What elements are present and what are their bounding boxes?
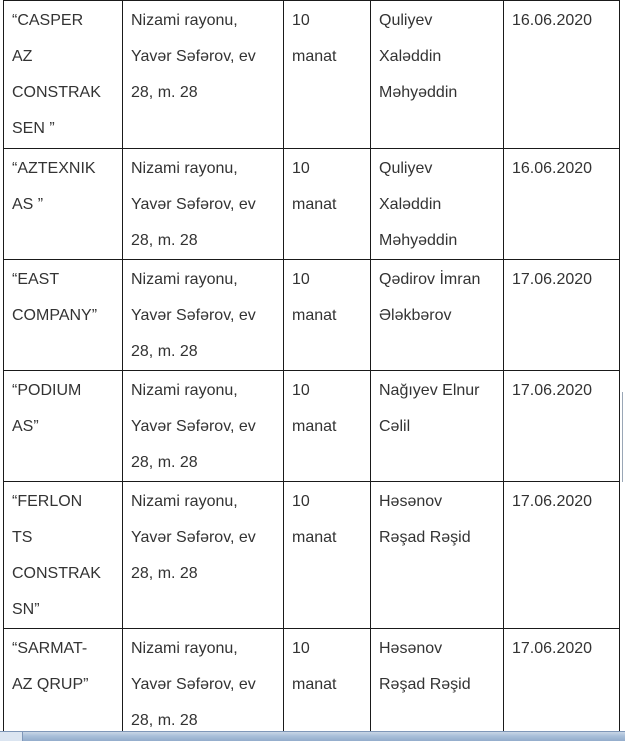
company-name-cell xyxy=(4,482,123,629)
fee-cell-line: manat xyxy=(292,307,337,324)
fee-cell-line: manat xyxy=(292,529,337,546)
company-name-cell-line: TS xyxy=(12,529,33,546)
person-name-cell xyxy=(371,149,504,260)
table-row xyxy=(4,629,620,741)
date-cell xyxy=(504,371,620,482)
address-cell-line: 28, m. 28 xyxy=(131,454,198,471)
fee-cell-line: 10 xyxy=(292,12,310,29)
address-cell-line: Yavər Səfərov, ev xyxy=(131,676,256,693)
person-name-cell-line: Həsənov xyxy=(379,640,443,657)
date-cell-text: 16.06.2020 xyxy=(512,12,593,29)
address-cell-line: Yavər Səfərov, ev xyxy=(131,48,256,65)
address-cell-line: 28, m. 28 xyxy=(131,712,198,729)
fee-cell xyxy=(284,149,371,260)
company-name-cell-line: SEN ” xyxy=(12,120,55,137)
fee-cell-line: 10 xyxy=(292,640,310,657)
registry-table xyxy=(3,0,620,741)
address-cell-line: Nizami rayonu, xyxy=(131,493,238,510)
person-name-cell xyxy=(371,371,504,482)
address-cell-line: Nizami rayonu, xyxy=(131,160,238,177)
page-right-edge xyxy=(621,0,625,731)
registry-table-body xyxy=(4,1,620,741)
date-cell xyxy=(504,1,620,149)
address-cell-line: Yavər Səfərov, ev xyxy=(131,196,256,213)
date-cell xyxy=(504,629,620,741)
company-name-cell-line: CONSTRAK xyxy=(12,565,101,582)
address-cell-line: 28, m. 28 xyxy=(131,84,198,101)
person-name-cell-line: Rəşad Rəşid xyxy=(379,529,471,546)
person-name-cell xyxy=(371,260,504,371)
address-cell-line: Nizami rayonu, xyxy=(131,271,238,288)
company-name-cell-line: AS” xyxy=(12,418,39,435)
person-name-cell xyxy=(371,629,504,741)
address-cell xyxy=(123,1,284,149)
person-name-cell-line: Rəşad Rəşid xyxy=(379,676,471,693)
person-name-cell-line: Xaləddin xyxy=(379,196,442,213)
fee-cell-line: manat xyxy=(292,196,337,213)
fee-cell-line: 10 xyxy=(292,160,310,177)
company-name-cell xyxy=(4,149,123,260)
address-cell-line: 28, m. 28 xyxy=(131,565,198,582)
fee-cell xyxy=(284,371,371,482)
person-name-cell-line: Nağıyev Elnur xyxy=(379,382,480,399)
address-cell xyxy=(123,482,284,629)
fee-cell xyxy=(284,260,371,371)
company-name-cell-line: SN” xyxy=(12,601,40,618)
date-cell-text: 16.06.2020 xyxy=(512,160,593,177)
address-cell xyxy=(123,371,284,482)
company-name-cell-line: CONSTRAK xyxy=(12,84,101,101)
person-name-cell-line: Həsənov xyxy=(379,493,443,510)
address-cell-line: 28, m. 28 xyxy=(131,232,198,249)
company-name-cell-line: “FERLON xyxy=(12,493,83,510)
address-cell-line: Yavər Səfərov, ev xyxy=(131,529,256,546)
address-cell xyxy=(123,260,284,371)
company-name-cell-line: “CASPER xyxy=(12,12,84,29)
person-name-cell-line: Cəlil xyxy=(379,418,411,435)
window-bottom-bar xyxy=(0,731,625,741)
address-cell xyxy=(123,149,284,260)
fee-cell xyxy=(284,1,371,149)
company-name-cell-line: “AZTEXNIK xyxy=(12,160,96,177)
person-name-cell xyxy=(371,482,504,629)
table-row xyxy=(4,482,620,629)
person-name-cell-line: Məhyəddin xyxy=(379,232,458,249)
address-cell xyxy=(123,629,284,741)
company-name-cell-line: AS ” xyxy=(12,196,44,213)
person-name-cell-line: Quliyev xyxy=(379,12,433,29)
fee-cell-line: 10 xyxy=(292,271,310,288)
person-name-cell-line: Ələkbərov xyxy=(379,307,452,324)
company-name-cell-line: “PODIUM xyxy=(12,382,82,399)
address-cell-line: Nizami rayonu, xyxy=(131,12,238,29)
company-name-cell xyxy=(4,1,123,149)
fee-cell-line: manat xyxy=(292,48,337,65)
person-name-cell-line: Xaləddin xyxy=(379,48,442,65)
person-name-cell-line: Quliyev xyxy=(379,160,433,177)
company-name-cell xyxy=(4,629,123,741)
fee-cell-line: 10 xyxy=(292,382,310,399)
bottom-bar-left-segment xyxy=(0,732,23,741)
address-cell-line: Nizami rayonu, xyxy=(131,640,238,657)
scroll-edge-mark xyxy=(622,392,623,482)
date-cell-text: 17.06.2020 xyxy=(512,271,593,288)
date-cell xyxy=(504,260,620,371)
company-name-cell xyxy=(4,260,123,371)
date-cell-text: 17.06.2020 xyxy=(512,640,593,657)
address-cell-line: Yavər Səfərov, ev xyxy=(131,307,256,324)
date-cell-text: 17.06.2020 xyxy=(512,382,593,399)
table-row xyxy=(4,260,620,371)
person-name-cell-line: Məhyəddin xyxy=(379,84,458,101)
date-cell xyxy=(504,149,620,260)
person-name-cell-line: Qədirov İmran xyxy=(379,271,481,288)
date-cell-text: 17.06.2020 xyxy=(512,493,593,510)
fee-cell-line: manat xyxy=(292,676,337,693)
company-name-cell xyxy=(4,371,123,482)
table-row xyxy=(4,371,620,482)
table-row xyxy=(4,1,620,149)
date-cell xyxy=(504,482,620,629)
address-cell-line: 28, m. 28 xyxy=(131,343,198,360)
company-name-cell-line: “SARMAT- xyxy=(12,640,88,657)
company-name-cell-line: AZ QRUP” xyxy=(12,676,89,693)
address-cell-line: Nizami rayonu, xyxy=(131,382,238,399)
fee-cell-line: manat xyxy=(292,418,337,435)
company-name-cell-line: “EAST xyxy=(12,271,60,288)
table-row xyxy=(4,149,620,260)
person-name-cell xyxy=(371,1,504,149)
fee-cell xyxy=(284,629,371,741)
fee-cell-line: 10 xyxy=(292,493,310,510)
company-name-cell-line: COMPANY” xyxy=(12,307,98,324)
company-name-cell-line: AZ xyxy=(12,48,33,65)
address-cell-line: Yavər Səfərov, ev xyxy=(131,418,256,435)
fee-cell xyxy=(284,482,371,629)
